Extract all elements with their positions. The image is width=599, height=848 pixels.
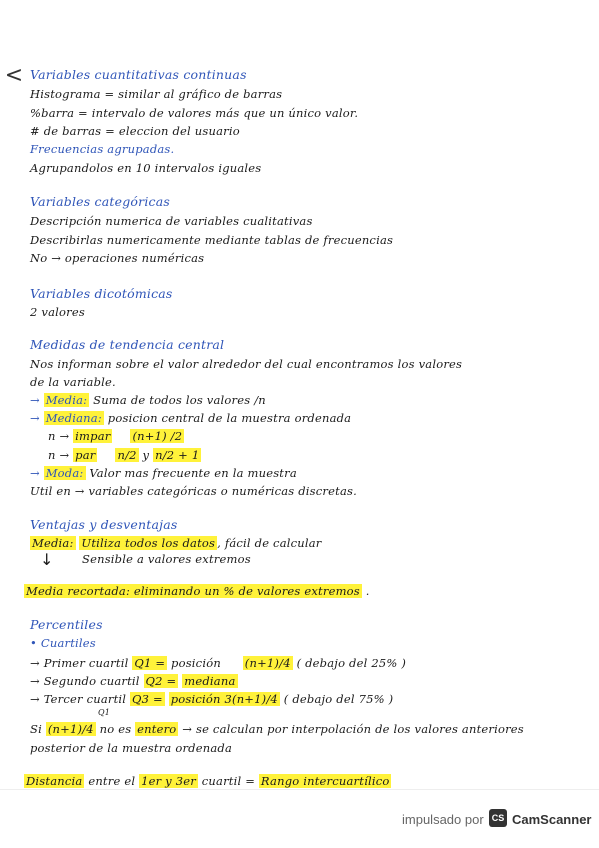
media-pros [30,536,322,550]
q3-note: ( debajo del 75% ) [279,692,394,706]
impar-key: impar [75,429,111,443]
par-key: par [75,448,96,462]
arrow-down-icon: ↓ [40,550,54,569]
back-arrow-icon[interactable]: < [4,63,24,88]
section-title-dichotomous: Variables dicotómicas [30,286,173,301]
si-mid: no es [95,722,136,736]
media-recortada-highlight: Media recortada: eliminando un % de valores extremos [26,584,360,598]
mediana-key: Mediana: [45,411,102,425]
iqr-name: Rango intercuartílico [260,774,390,788]
note-line: Frecuencias agrupadas. [30,142,175,156]
q1-prefix: → Primer cuartil [30,656,133,670]
par-rule [48,448,201,462]
par-and: y [138,448,154,462]
camscanner-brand[interactable]: CamScanner [512,812,592,827]
impar-value: (n+1) /2 [132,429,183,443]
impar-rule [48,429,184,443]
par-value-1: n/2 [117,448,137,462]
q2-line [30,674,238,688]
q1-note: ( debajo del 25% ) [292,656,407,670]
note-line: No → operaciones numéricas [30,251,205,265]
si-rest: → se calculan por interpolación de los valores anteriores [178,722,524,736]
mediana-definition: → Mediana: posicion central de la muestra ordenada [30,411,352,425]
media-definition: → Media: Suma de todos los valores /n [30,393,266,407]
si-prefix: Si [30,722,46,736]
q3-key: Q3 = [132,692,163,706]
moda-text: Valor mas frecuente en la muestra [85,466,297,480]
q3-prefix: → Tercer cuartil [30,692,131,706]
si-entero: entero [137,722,177,736]
q2-prefix: → Segundo cuartil [30,674,144,688]
impar-prefix: n → [48,429,74,443]
note-line: Nos informan sobre el valor alrededor del cual encontramos los valores [30,357,463,371]
si-fraction: (n+1)/4 [47,722,94,736]
media-recortada: Media recortada: eliminando un % de valores extremos . [26,584,370,598]
note-line: Sensible a valores extremos [82,552,251,566]
moda-definition: → Moda: Valor mas frecuente en la muestra [30,466,297,480]
q3-value: posición 3(n+1)/4 [170,692,278,706]
section-title-categorical: Variables categóricas [30,194,170,209]
section-title-continuous: Variables cuantitativas continuas [30,67,247,82]
powered-by-label: impulsado por [402,812,484,827]
par-value-2: n/2 + 1 [155,448,200,462]
media-pros-key: Media: [32,536,74,550]
q2-key: Q2 = [145,674,177,688]
note-line: 2 valores [30,305,85,319]
note-line: Agrupandolos en 10 intervalos iguales [30,161,262,175]
iqr-mid2: cuartil = [197,774,259,788]
mediana-text: posicion central de la muestra ordenada [103,411,352,425]
note-line: de la variable. [30,375,116,389]
q1-mid: posición [167,656,225,670]
moda-key: Moda: [45,466,84,480]
q1-annotation: Q1 [98,708,111,717]
camscanner-logo-icon: CS [489,809,507,827]
interpolation-rule [30,722,524,736]
camscanner-footer [0,789,599,848]
media-text: Suma de todos los valores /n [89,393,266,407]
iqr-mid: entre el [84,774,140,788]
section-title-pros-cons: Ventajas y desventajas [30,517,178,532]
q3-line [30,692,393,706]
q1-line [30,656,406,670]
media-pros-highlight: Utiliza todos los datos [81,536,216,550]
section-title-percentiles: Percentiles [30,617,103,632]
iqr-definition [24,774,391,788]
iqr-quartiles: 1er y 3er [141,774,196,788]
note-line: Describirlas numericamente mediante tablas de frecuencias [30,233,394,247]
note-line: Histograma = similar al gráfico de barras [30,87,283,101]
par-prefix: n → [48,448,74,462]
q1-key: Q1 = [134,656,166,670]
section-title-central-tendency: Medidas de tendencia central [30,337,225,352]
iqr-distancia: Distancia [26,774,83,788]
note-line: Descripción numerica de variables cualitativas [30,214,313,228]
media-key: Media: [45,393,88,407]
media-pros-text: , fácil de calcular [217,536,322,550]
note-line: # de barras = eleccion del usuario [30,124,240,138]
note-line: %barra = intervalo de valores más que un único valor. [30,106,359,120]
note-line: posterior de la muestra ordenada [30,741,232,755]
note-line: Util en → variables categóricas o numéricas discretas. [30,484,357,498]
q1-value: (n+1)/4 [244,656,291,670]
cuartiles-bullet: • Cuartiles [30,636,96,650]
q2-value: mediana [184,674,236,688]
